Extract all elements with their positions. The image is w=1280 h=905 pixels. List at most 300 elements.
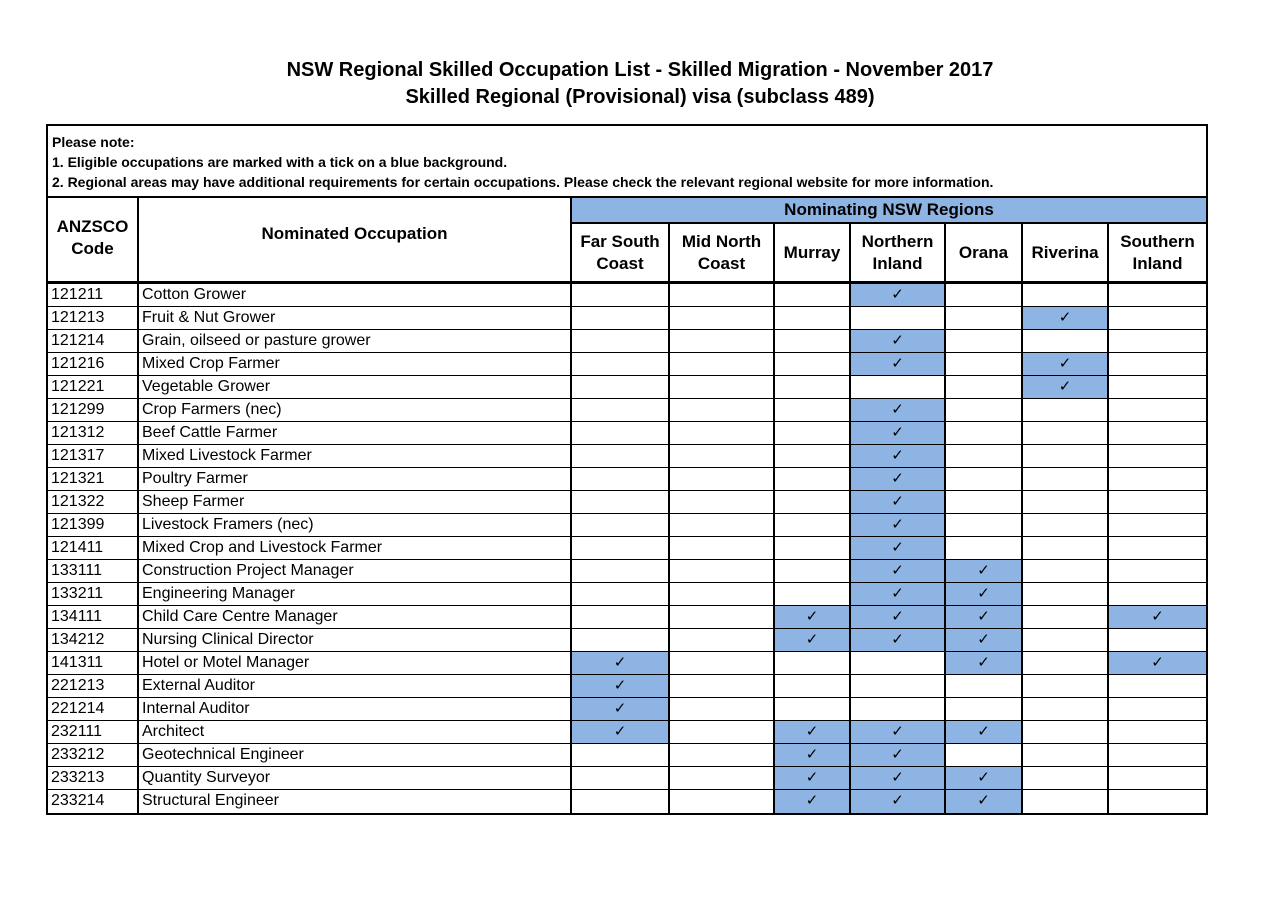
- occupation-cell: Internal Auditor: [138, 698, 571, 721]
- occupation-cell: Vegetable Grower: [138, 376, 571, 399]
- eligible-tick-cell: [850, 399, 945, 422]
- eligible-tick-cell: [774, 790, 850, 813]
- empty-region-cell: [774, 399, 850, 422]
- empty-region-cell: [669, 307, 774, 330]
- region-header-orana: [945, 223, 1022, 283]
- empty-region-cell: [1022, 422, 1108, 445]
- empty-region-cell: [774, 376, 850, 399]
- tick-icon: ✓: [1058, 378, 1072, 395]
- empty-region-cell: [774, 445, 850, 468]
- empty-region-cell: [669, 514, 774, 537]
- empty-region-cell: [774, 514, 850, 537]
- region-header-line1: Murray: [783, 242, 841, 262]
- eligible-tick-cell: [945, 629, 1022, 652]
- tick-icon: ✓: [805, 746, 819, 763]
- empty-region-cell: [571, 307, 669, 330]
- empty-region-cell: [774, 307, 850, 330]
- eligible-tick-cell: [850, 353, 945, 376]
- anzsco-code-cell: 121211: [48, 283, 138, 307]
- empty-region-cell: [571, 767, 669, 790]
- empty-region-cell: [945, 399, 1022, 422]
- empty-region-cell: [669, 583, 774, 606]
- empty-region-cell: [1108, 399, 1206, 422]
- empty-region-cell: [1108, 629, 1206, 652]
- eligible-tick-cell: [850, 629, 945, 652]
- occupation-list-frame: [46, 124, 1208, 815]
- empty-region-cell: [1022, 790, 1108, 813]
- region-header-line1: Far South: [580, 231, 660, 251]
- empty-region-cell: [1108, 353, 1206, 376]
- eligible-tick-cell: [774, 767, 850, 790]
- region-header-line2: Coast: [697, 253, 746, 273]
- anzsco-code-cell: 134212: [48, 629, 138, 652]
- eligible-tick-cell: [850, 422, 945, 445]
- empty-region-cell: [669, 445, 774, 468]
- empty-region-cell: [1108, 422, 1206, 445]
- tick-icon: ✓: [805, 792, 819, 810]
- eligible-tick-cell: [571, 675, 669, 698]
- tick-icon: ✓: [805, 608, 819, 625]
- eligible-tick-cell: [850, 445, 945, 468]
- empty-region-cell: [571, 468, 669, 491]
- notes-panel: [48, 126, 1206, 198]
- tick-icon: ✓: [891, 608, 904, 625]
- occupation-cell: Beef Cattle Farmer: [138, 422, 571, 445]
- occupation-cell: Child Care Centre Manager: [138, 606, 571, 629]
- note-line-2: 2. Regional areas may have additional requirements for certain occupations. Please check the relevant regional website for more information.: [52, 174, 994, 190]
- empty-region-cell: [669, 468, 774, 491]
- empty-region-cell: [669, 606, 774, 629]
- tick-icon: ✓: [977, 654, 990, 671]
- tick-icon: ✓: [891, 286, 904, 303]
- anzsco-code-cell: 121299: [48, 399, 138, 422]
- eligible-tick-cell: [850, 514, 945, 537]
- occupation-cell: Crop Farmers (nec): [138, 399, 571, 422]
- empty-region-cell: [774, 583, 850, 606]
- tick-icon: ✓: [891, 769, 904, 786]
- empty-region-cell: [1108, 767, 1206, 790]
- eligible-tick-cell: [850, 537, 945, 560]
- empty-region-cell: [945, 537, 1022, 560]
- anzsco-code-cell: 233213: [48, 767, 138, 790]
- nominated-occupation-header: Nominated Occupation: [138, 198, 571, 283]
- empty-region-cell: [1108, 721, 1206, 744]
- empty-region-cell: [850, 675, 945, 698]
- anzsco-code-cell: 221213: [48, 675, 138, 698]
- nominating-regions-header: Nominating NSW Regions: [571, 198, 1206, 223]
- occupation-cell: Geotechnical Engineer: [138, 744, 571, 767]
- empty-region-cell: [774, 652, 850, 675]
- tick-icon: ✓: [891, 516, 904, 533]
- empty-region-cell: [669, 721, 774, 744]
- empty-region-cell: [1022, 560, 1108, 583]
- eligible-tick-cell: [945, 721, 1022, 744]
- occupation-cell: Hotel or Motel Manager: [138, 652, 571, 675]
- tick-icon: ✓: [977, 769, 990, 786]
- empty-region-cell: [945, 353, 1022, 376]
- empty-region-cell: [571, 560, 669, 583]
- empty-region-cell: [669, 652, 774, 675]
- eligible-tick-cell: [850, 560, 945, 583]
- region-header-line1: Riverina: [1031, 242, 1099, 262]
- empty-region-cell: [571, 353, 669, 376]
- empty-region-cell: [1022, 514, 1108, 537]
- tick-icon: ✓: [891, 792, 904, 810]
- empty-region-cell: [669, 744, 774, 767]
- tick-icon: ✓: [891, 401, 904, 418]
- occupation-cell: Architect: [138, 721, 571, 744]
- eligible-tick-cell: [571, 652, 669, 675]
- empty-region-cell: [774, 491, 850, 514]
- occupation-cell: Sheep Farmer: [138, 491, 571, 514]
- empty-region-cell: [571, 744, 669, 767]
- tick-icon: ✓: [891, 424, 904, 441]
- empty-region-cell: [1022, 491, 1108, 514]
- table-row: [48, 445, 1206, 468]
- empty-region-cell: [1108, 283, 1206, 307]
- table-row: [48, 652, 1206, 675]
- anzsco-code-cell: 121216: [48, 353, 138, 376]
- eligible-tick-cell: [850, 491, 945, 514]
- eligible-tick-cell: [774, 629, 850, 652]
- eligible-tick-cell: [571, 721, 669, 744]
- tick-icon: ✓: [613, 700, 627, 717]
- empty-region-cell: [571, 537, 669, 560]
- empty-region-cell: [945, 698, 1022, 721]
- eligible-tick-cell: [850, 468, 945, 491]
- tick-icon: ✓: [891, 585, 904, 602]
- empty-region-cell: [571, 514, 669, 537]
- anzsco-code-cell: 133111: [48, 560, 138, 583]
- table-row: [48, 283, 1206, 307]
- occupation-cell: Fruit & Nut Grower: [138, 307, 571, 330]
- anzsco-code-cell: 133211: [48, 583, 138, 606]
- empty-region-cell: [669, 491, 774, 514]
- region-header-line2: Inland: [872, 253, 923, 273]
- eligible-tick-cell: [945, 790, 1022, 813]
- occupation-cell: Construction Project Manager: [138, 560, 571, 583]
- empty-region-cell: [1022, 744, 1108, 767]
- empty-region-cell: [1022, 698, 1108, 721]
- empty-region-cell: [1022, 652, 1108, 675]
- table-row: [48, 606, 1206, 629]
- region-header-murray: [774, 223, 850, 283]
- tick-icon: ✓: [891, 746, 904, 763]
- empty-region-cell: [1108, 744, 1206, 767]
- anzsco-code-cell: 121221: [48, 376, 138, 399]
- tick-icon: ✓: [977, 723, 990, 740]
- empty-region-cell: [1108, 491, 1206, 514]
- table-row: [48, 675, 1206, 698]
- table-row: [48, 330, 1206, 353]
- empty-region-cell: [1108, 583, 1206, 606]
- tick-icon: ✓: [1058, 309, 1072, 326]
- tick-icon: ✓: [977, 585, 990, 602]
- tick-icon: ✓: [891, 631, 904, 648]
- empty-region-cell: [1108, 698, 1206, 721]
- region-header-northern: [850, 223, 945, 283]
- empty-region-cell: [669, 790, 774, 813]
- occupation-cell: External Auditor: [138, 675, 571, 698]
- empty-region-cell: [1022, 283, 1108, 307]
- tick-icon: ✓: [977, 631, 990, 648]
- region-header-line1: Mid North: [681, 231, 762, 251]
- empty-region-cell: [850, 376, 945, 399]
- empty-region-cell: [945, 675, 1022, 698]
- empty-region-cell: [669, 537, 774, 560]
- empty-region-cell: [571, 629, 669, 652]
- empty-region-cell: [1022, 606, 1108, 629]
- empty-region-cell: [571, 330, 669, 353]
- table-row: [48, 514, 1206, 537]
- empty-region-cell: [669, 560, 774, 583]
- eligible-tick-cell: [850, 583, 945, 606]
- tick-icon: ✓: [891, 493, 904, 510]
- eligible-tick-cell: [945, 560, 1022, 583]
- table-row: [48, 491, 1206, 514]
- anzsco-code-cell: 121312: [48, 422, 138, 445]
- occupation-cell: Mixed Crop and Livestock Farmer: [138, 537, 571, 560]
- empty-region-cell: [1022, 330, 1108, 353]
- empty-region-cell: [945, 744, 1022, 767]
- occupation-cell: Livestock Framers (nec): [138, 514, 571, 537]
- table-row: [48, 353, 1206, 376]
- region-header-line1: Southern: [1120, 231, 1195, 251]
- empty-region-cell: [774, 422, 850, 445]
- eligible-tick-cell: [1108, 606, 1206, 629]
- table-row: [48, 399, 1206, 422]
- empty-region-cell: [1022, 399, 1108, 422]
- empty-region-cell: [571, 376, 669, 399]
- empty-region-cell: [1022, 767, 1108, 790]
- empty-region-cell: [945, 468, 1022, 491]
- empty-region-cell: [571, 422, 669, 445]
- anzsco-code-cell: 121317: [48, 445, 138, 468]
- tick-icon: ✓: [1058, 355, 1072, 372]
- region-header-riverina: [1022, 223, 1108, 283]
- eligible-tick-cell: [850, 790, 945, 813]
- eligible-tick-cell: [945, 583, 1022, 606]
- region-header-line1: Orana: [958, 242, 1009, 262]
- empty-region-cell: [571, 790, 669, 813]
- empty-region-cell: [1108, 514, 1206, 537]
- empty-region-cell: [1022, 445, 1108, 468]
- eligible-tick-cell: [571, 698, 669, 721]
- empty-region-cell: [850, 652, 945, 675]
- eligible-tick-cell: [850, 744, 945, 767]
- region-header-line2: Coast: [596, 253, 644, 273]
- empty-region-cell: [850, 698, 945, 721]
- region-header-line2: Inland: [1132, 253, 1183, 273]
- eligible-tick-cell: [850, 283, 945, 307]
- empty-region-cell: [1108, 675, 1206, 698]
- tick-icon: ✓: [891, 539, 904, 556]
- empty-region-cell: [669, 283, 774, 307]
- tick-icon: ✓: [891, 355, 904, 372]
- eligible-tick-cell: [850, 767, 945, 790]
- empty-region-cell: [571, 606, 669, 629]
- empty-region-cell: [669, 330, 774, 353]
- empty-region-cell: [774, 675, 850, 698]
- occupation-cell: Structural Engineer: [138, 790, 571, 813]
- table-row: [48, 744, 1206, 767]
- eligible-tick-cell: [1022, 376, 1108, 399]
- anzsco-code-cell: 121322: [48, 491, 138, 514]
- eligible-tick-cell: [850, 606, 945, 629]
- empty-region-cell: [669, 399, 774, 422]
- empty-region-cell: [774, 537, 850, 560]
- empty-region-cell: [571, 583, 669, 606]
- empty-region-cell: [774, 560, 850, 583]
- occupation-cell: Cotton Grower: [138, 283, 571, 307]
- occupation-cell: Quantity Surveyor: [138, 767, 571, 790]
- empty-region-cell: [774, 698, 850, 721]
- empty-region-cell: [945, 514, 1022, 537]
- document-title: NSW Regional Skilled Occupation List - Skilled Migration - November 2017: [286, 59, 994, 81]
- eligible-tick-cell: [850, 721, 945, 744]
- empty-region-cell: [945, 330, 1022, 353]
- occupation-table: [48, 198, 1206, 813]
- anzsco-header-line2: Code: [71, 239, 114, 258]
- table-row: [48, 698, 1206, 721]
- anzsco-header-line1: ANZSCO: [56, 217, 129, 236]
- eligible-tick-cell: [945, 606, 1022, 629]
- region-header-mid-north: [669, 223, 774, 283]
- table-row: [48, 307, 1206, 330]
- eligible-tick-cell: [774, 606, 850, 629]
- empty-region-cell: [571, 399, 669, 422]
- tick-icon: ✓: [977, 562, 990, 579]
- tick-icon: ✓: [891, 723, 904, 740]
- region-header-southern: [1108, 223, 1206, 283]
- eligible-tick-cell: [774, 744, 850, 767]
- table-row: [48, 560, 1206, 583]
- tick-icon: ✓: [613, 723, 627, 740]
- empty-region-cell: [1108, 560, 1206, 583]
- tick-icon: ✓: [891, 332, 904, 349]
- empty-region-cell: [1108, 330, 1206, 353]
- tick-icon: ✓: [891, 562, 904, 579]
- empty-region-cell: [571, 283, 669, 307]
- anzsco-code-cell: 233214: [48, 790, 138, 813]
- tick-icon: ✓: [805, 631, 819, 648]
- empty-region-cell: [774, 353, 850, 376]
- empty-region-cell: [774, 283, 850, 307]
- anzsco-code-cell: 121411: [48, 537, 138, 560]
- table-row: [48, 537, 1206, 560]
- empty-region-cell: [571, 445, 669, 468]
- empty-region-cell: [669, 767, 774, 790]
- tick-icon: ✓: [805, 723, 819, 740]
- empty-region-cell: [669, 422, 774, 445]
- empty-region-cell: [774, 468, 850, 491]
- empty-region-cell: [1108, 445, 1206, 468]
- empty-region-cell: [1022, 721, 1108, 744]
- anzsco-code-cell: 121214: [48, 330, 138, 353]
- occupation-cell: Mixed Crop Farmer: [138, 353, 571, 376]
- occupation-cell: Poultry Farmer: [138, 468, 571, 491]
- tick-icon: ✓: [805, 769, 819, 786]
- empty-region-cell: [1108, 307, 1206, 330]
- eligible-tick-cell: [945, 767, 1022, 790]
- region-header-line1: Northern: [861, 231, 934, 251]
- anzsco-code-cell: 121321: [48, 468, 138, 491]
- table-row: [48, 629, 1206, 652]
- tick-icon: ✓: [613, 654, 627, 671]
- occupation-cell: Grain, oilseed or pasture grower: [138, 330, 571, 353]
- empty-region-cell: [945, 445, 1022, 468]
- empty-region-cell: [1022, 629, 1108, 652]
- tick-icon: ✓: [891, 470, 904, 487]
- empty-region-cell: [850, 307, 945, 330]
- anzsco-code-cell: 233212: [48, 744, 138, 767]
- anzsco-code-header: [48, 198, 138, 283]
- table-row: [48, 721, 1206, 744]
- tick-icon: ✓: [613, 677, 627, 694]
- anzsco-code-cell: 232111: [48, 721, 138, 744]
- table-row: [48, 767, 1206, 790]
- eligible-tick-cell: [774, 721, 850, 744]
- occupation-table-body: [48, 283, 1206, 813]
- empty-region-cell: [1108, 376, 1206, 399]
- table-row: [48, 583, 1206, 606]
- empty-region-cell: [945, 307, 1022, 330]
- empty-region-cell: [669, 698, 774, 721]
- empty-region-cell: [1108, 790, 1206, 813]
- tick-icon: ✓: [977, 608, 990, 625]
- eligible-tick-cell: [1108, 652, 1206, 675]
- occupation-cell: Engineering Manager: [138, 583, 571, 606]
- document-subtitle: Skilled Regional (Provisional) visa (subclass 489): [405, 86, 875, 108]
- empty-region-cell: [1022, 675, 1108, 698]
- empty-region-cell: [945, 491, 1022, 514]
- occupation-cell: Mixed Livestock Farmer: [138, 445, 571, 468]
- anzsco-code-cell: 221214: [48, 698, 138, 721]
- empty-region-cell: [669, 629, 774, 652]
- empty-region-cell: [1108, 537, 1206, 560]
- empty-region-cell: [1022, 537, 1108, 560]
- tick-icon: ✓: [891, 447, 904, 464]
- table-row: [48, 790, 1206, 813]
- tick-icon: ✓: [977, 792, 990, 810]
- anzsco-code-cell: 134111: [48, 606, 138, 629]
- eligible-tick-cell: [1022, 307, 1108, 330]
- anzsco-code-cell: 121399: [48, 514, 138, 537]
- empty-region-cell: [669, 353, 774, 376]
- empty-region-cell: [1022, 468, 1108, 491]
- empty-region-cell: [669, 376, 774, 399]
- region-header-far-south: [571, 223, 669, 283]
- empty-region-cell: [669, 675, 774, 698]
- table-row: [48, 376, 1206, 399]
- empty-region-cell: [945, 422, 1022, 445]
- anzsco-code-cell: 121213: [48, 307, 138, 330]
- table-row: [48, 422, 1206, 445]
- empty-region-cell: [945, 376, 1022, 399]
- empty-region-cell: [945, 283, 1022, 307]
- anzsco-code-cell: 141311: [48, 652, 138, 675]
- empty-region-cell: [774, 330, 850, 353]
- empty-region-cell: [1108, 468, 1206, 491]
- eligible-tick-cell: [1022, 353, 1108, 376]
- table-row: [48, 468, 1206, 491]
- eligible-tick-cell: [850, 330, 945, 353]
- tick-icon: ✓: [1151, 654, 1164, 671]
- tick-icon: ✓: [1151, 608, 1164, 625]
- notes-heading: Please note:: [52, 134, 135, 150]
- eligible-tick-cell: [945, 652, 1022, 675]
- empty-region-cell: [571, 491, 669, 514]
